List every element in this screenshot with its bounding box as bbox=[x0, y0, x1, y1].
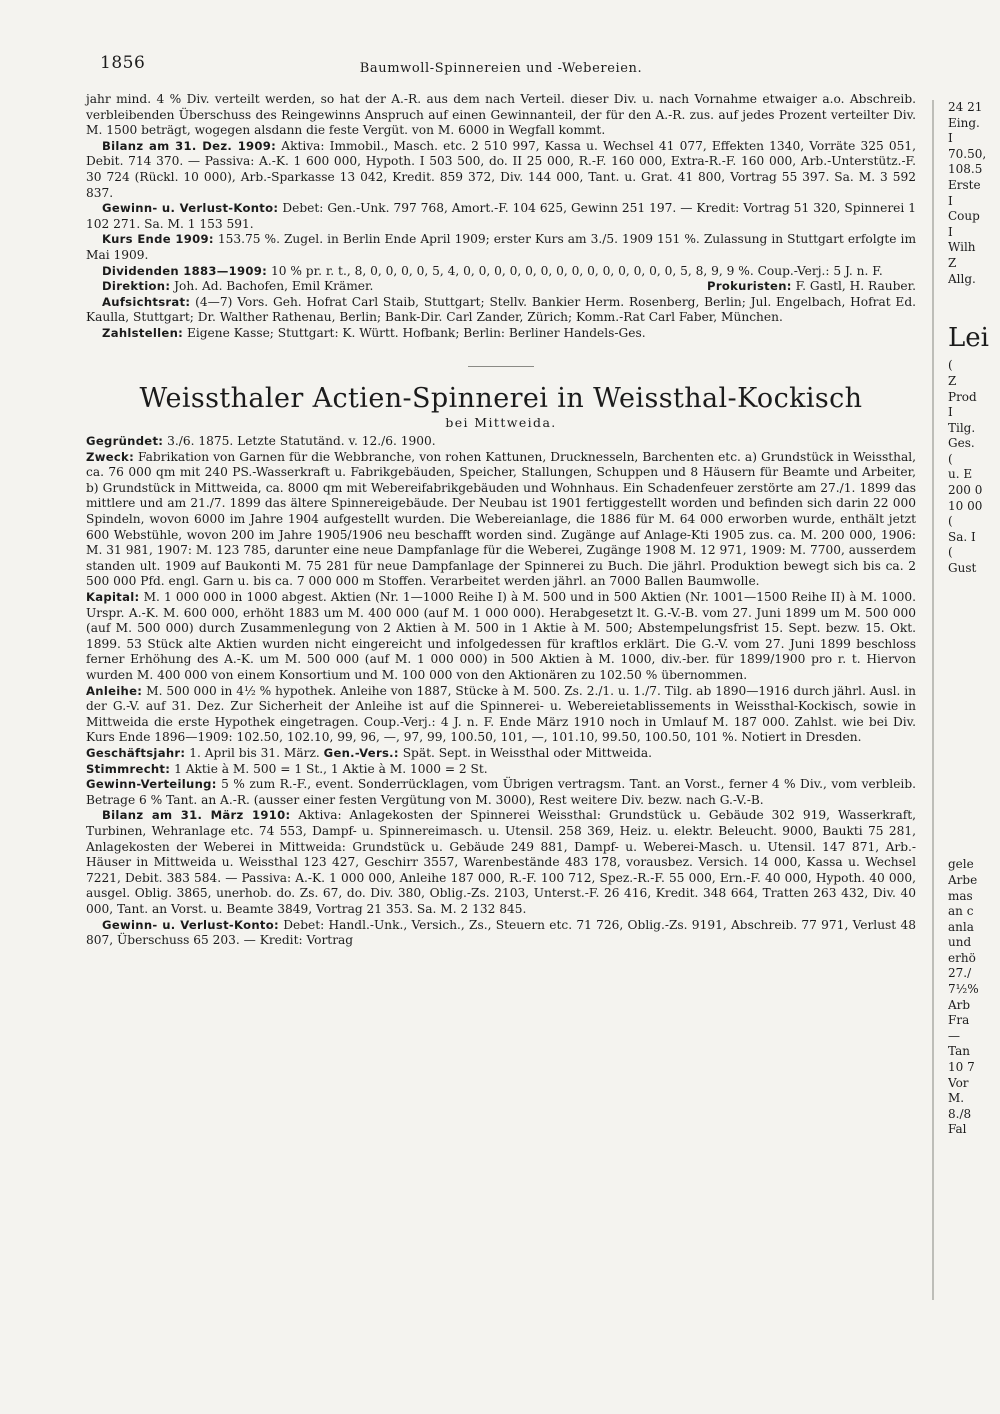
adjacent-fragment: ( bbox=[948, 514, 953, 529]
kapital-label: Kapital: bbox=[86, 590, 140, 605]
prev-intro: jahr mind. 4 % Div. verteilt werden, so hat der A.-R. aus dem nach Verteil. dieser Div. u. nach Vornahme etwaiger a.o. Abschreib. verbleibenden Überschuss des Reingewinns Anspruch auf einen Gewinnanteil, der für den A.-R. zus. auf jedes Prozent verteilter Div. M. 1500 beträgt, wogegen alsdann die feste Vergüt. von M. 6000 in Wegfall kommt. bbox=[86, 92, 916, 138]
adjacent-fragment: Z bbox=[948, 373, 957, 388]
kapital bbox=[86, 590, 916, 684]
prev-guv-label: Gewinn- u. Verlust-Konto: bbox=[102, 201, 279, 216]
prev-aufsichtsrat-label: Aufsichtsrat: bbox=[102, 294, 191, 309]
geschaeftsjahr-label: Geschäftsjahr: bbox=[86, 745, 186, 760]
adjacent-fragment: gele bbox=[948, 857, 974, 872]
company-subtitle: bei Mittweida. bbox=[445, 414, 557, 430]
prev-bilanz-text: Aktiva: Immobil., Masch. etc. 2 510 997, Kassa u. Wechsel 41 077, Effekten 1340, Vorräte 325 051, Debit. 714 370. — Passiva: A.-K. 1 600 000, Hypoth. I 503 500, do. II 25 000, R.-F. 160 000, Extra-R.-F. 160 000, Arb.-Unterstütz.-F. 30 724 (Rückl. 10 000), Arb.-Sparkasse 13 042, Kredit. 859 372, Div. 144 000, Tant. u. Grat. 41 800, Vortrag 55 397. Sa. M. 3 592 837. bbox=[86, 138, 917, 200]
prev-direktion bbox=[86, 279, 373, 295]
fragment-gap bbox=[948, 655, 1000, 671]
guv-text: Debet: Handl.-Unk., Versich., Zs., Steuern etc. 71 726, Oblig.-Zs. 9191, Abschreib. 77 971, Verlust 48 807, Überschuss 65 203. — Kredit: Vortrag bbox=[86, 917, 916, 948]
adjacent-fragment: I bbox=[948, 193, 953, 208]
fragment-gap bbox=[948, 577, 1000, 593]
fragment-gap bbox=[948, 779, 1000, 795]
adjacent-fragment: 70.50, bbox=[948, 146, 987, 161]
prev-zahlstellen-text: Eigene Kasse; Stuttgart: K. Württ. Hofbank; Berlin: Berliner Handels-Ges. bbox=[186, 325, 646, 340]
adjacent-fragment: 200 0 bbox=[948, 483, 983, 498]
adjacent-fragment: Sa. I bbox=[948, 529, 976, 544]
fragment-gap bbox=[948, 303, 1000, 319]
gewinn-verteilung bbox=[86, 777, 916, 808]
guv-label: Gewinn- u. Verlust-Konto: bbox=[102, 917, 279, 932]
adjacent-fragment: 24 21 bbox=[948, 100, 983, 114]
prev-bilanz-label: Bilanz am 31. Dez. 1909: bbox=[102, 138, 277, 153]
adjacent-fragment: — bbox=[948, 1028, 960, 1043]
prev-prokuristen bbox=[691, 279, 916, 295]
adjacent-fragment: 108.5 bbox=[948, 162, 983, 177]
adjacent-page-fragments bbox=[948, 100, 1000, 1138]
geschaeftsjahr-row bbox=[86, 746, 916, 762]
prev-dividenden bbox=[86, 264, 916, 280]
fragment-gap bbox=[948, 686, 1000, 702]
fragment-gap bbox=[948, 623, 1000, 639]
adjacent-fragment: 7½% bbox=[948, 982, 979, 997]
fragment-gap bbox=[948, 592, 1000, 608]
prev-guv-text: Debet: Gen.-Unk. 797 768, Amort.-F. 104 625, Gewinn 251 197. — Kredit: Vortrag 51 320, Spinnerei 1 102 271. Sa. M. 1 153 591. bbox=[86, 201, 917, 231]
fragment-gap bbox=[948, 670, 1000, 686]
anleihe-label: Anleihe: bbox=[86, 683, 143, 698]
adjacent-fragment: Tilg. bbox=[948, 420, 976, 435]
adjacent-fragment: Allg. bbox=[948, 271, 976, 286]
adjacent-fragment: Ges. bbox=[948, 436, 975, 451]
adjacent-fragment: 10 00 bbox=[948, 498, 983, 513]
adjacent-fragment: Gust bbox=[948, 561, 977, 576]
adjacent-fragment: mas bbox=[948, 888, 973, 903]
column-divider bbox=[932, 100, 934, 1300]
fragment-gap bbox=[948, 811, 1000, 827]
prev-aufsichtsrat-text: (4—7) Vors. Geh. Hofrat Carl Staib, Stuttgart; Stellv. Bankier Herm. Rosenberg, Berlin; Jul. Engelbach, Hofrat Ed. Kaulla, Stuttgart; Dr. Walther Rathenau, Berlin; Bank-Dir. Carl Zander, Zürich; Komm.-Rat Carl Faber, München. bbox=[86, 294, 916, 325]
prev-zahlstellen bbox=[86, 326, 916, 342]
adjacent-fragment: Prod bbox=[948, 389, 977, 404]
bilanz-text: Aktiva: Anlagekosten der Spinnerei Weissthal: Grundstück u. Gebäude 302 919, Wasserkraft, Turbinen, Wehranlage etc. 74 553, Dampf- u. Spinnereimasch. u. Utensil. 258 369, Heiz. u. elektr. Beleucht. 9000, Baukti 75 281, Anlagekosten der Weberei in Mittweida: Grundstück u. Gebäude 249 881, Dampf- u. Weberei-Masch. u. Utensil. 147 871, Arb.-Häuser in Mittweida u. Weissthal 123 427, Geschirr 3557, Warenbestände 483 178, vorausbez. Versich. 14 000, Kassa u. Wechsel 7221, Debit. 383 584. — Passiva: A.-K. 1 000 000, Anleihe 187 000, R.-F. 100 712, Spez.-R.-F. 55 000, Ern.-F. 40 000, Hypoth. 40 000, ausgel. Oblig. 3865, unerhob. do. Zs. 67, do. Div. 380, Oblig.-Zs. 2103, Unterst.-F. 26 416, Kredit. 348 664, Tratten 263 432, Div. 40 000, Tant. an Vorst. u. Beamte 3849, Vortrag 21 353. Sa. M. 2 132 845. bbox=[86, 808, 917, 916]
section-divider bbox=[468, 366, 534, 367]
prev-dividenden-text: 10 % pr. r. t., 8, 0, 0, 0, 0, 5, 4, 0, 0, 0, 0, 0, 0, 0, 0, 0, 0, 0, 0, 0, 0, 5, 8, 9, 9 %. Coup.-Verj.: 5 J. n. F. bbox=[270, 263, 883, 278]
adjacent-fragment: Arb bbox=[948, 997, 971, 1012]
fragment-gap bbox=[948, 733, 1000, 749]
adjacent-fragment: ( bbox=[948, 545, 953, 560]
running-header bbox=[86, 52, 916, 92]
prev-direktion-label: Direktion: bbox=[102, 279, 171, 294]
gegruendet bbox=[86, 434, 916, 450]
prev-prokuristen-text: F. Gastl, H. Rauber. bbox=[795, 279, 916, 294]
fragment-gap bbox=[948, 826, 1000, 842]
prev-prokuristen-label: Prokuristen: bbox=[707, 279, 792, 294]
gegruendet-label: Gegründet: bbox=[86, 434, 164, 449]
adjacent-fragment: I bbox=[948, 405, 953, 420]
adjacent-fragment: I bbox=[948, 131, 953, 146]
adjacent-fragment: 10 7 bbox=[948, 1060, 975, 1075]
adjacent-fragment: Coup bbox=[948, 209, 980, 224]
adjacent-fragment: ( bbox=[948, 358, 953, 373]
anleihe-text: M. 500 000 in 4½ % hypothek. Anleihe von 1887, Stücke à M. 500. Zs. 2./1. u. 1./7. Tilg. ab 1890—1916 durch jährl. Ausl. in der G.-V. auf 31. Dez. Zur Sicherheit der Anleihe ist auf die Spinnerei- u. Webereietablissements in Weissthal-Kockisch, sowie in Mittweida die erste Hypothek eingetragen. Coup.-Verj.: 4 J. n. F. Ende März 1910 noch in Umlauf M. 187 000. Zahlst. wie bei Div. Kurs Ende 1896—1909: 102.50, 102.10, 99, 96, —, 97, 99, 100.50, 101, —, 101.10, 99.50, 100.50, 101 %. Notiert in Dresden. bbox=[86, 683, 916, 745]
fragment-gap bbox=[948, 701, 1000, 717]
adjacent-fragment: und bbox=[948, 935, 972, 950]
prev-kurs bbox=[86, 232, 916, 263]
fragment-gap bbox=[948, 842, 1000, 858]
page-number: 1856 bbox=[100, 53, 146, 73]
adjacent-fragment: Vor bbox=[948, 1075, 969, 1090]
adjacent-fragment: Tan bbox=[948, 1044, 970, 1059]
adjacent-fragment: Arbe bbox=[948, 872, 978, 887]
main-column bbox=[86, 52, 916, 949]
genvers-label: Gen.-Vers.: bbox=[323, 745, 399, 760]
genvers-text: Spät. Sept. in Weissthal oder Mittweida. bbox=[402, 745, 653, 760]
adjacent-fragment: Erste bbox=[948, 177, 981, 192]
gewinn-verteilung-label: Gewinn-Verteilung: bbox=[86, 777, 217, 792]
prev-guv bbox=[86, 201, 916, 232]
stimmrecht-text: 1 Aktie à M. 500 = 1 St., 1 Aktie à M. 1000 = 2 St. bbox=[174, 761, 488, 776]
prev-zahlstellen-label: Zahlstellen: bbox=[102, 325, 184, 340]
adjacent-fragment: ( bbox=[948, 451, 953, 466]
adjacent-fragment: an c bbox=[948, 904, 974, 919]
adjacent-fragment: anla bbox=[948, 919, 974, 934]
adjacent-fragment: Fra bbox=[948, 1013, 970, 1028]
adjacent-fragment: 8./8 bbox=[948, 1106, 972, 1121]
adjacent-fragment: u. E bbox=[948, 467, 973, 482]
gewinn-verteilung-text: 5 % zum R.-F., event. Sonderrücklagen, vom Übrigen vertragsm. Tant. an Vorst., ferner 4 % Div., vom verbleib. Betrage 6 % Tant. an A.-R. (ausser einer festen Vergütung von M. 3000), Rest weitere Div. bezw. nach G.-V.-B. bbox=[86, 777, 916, 807]
anleihe bbox=[86, 684, 916, 746]
fragment-gap bbox=[948, 748, 1000, 764]
gegruendet-text: 3./6. 1875. Letzte Statutänd. v. 12./6. 1900. bbox=[167, 434, 436, 449]
geschaeftsjahr-text: 1. April bis 31. März. bbox=[189, 745, 320, 760]
zweck-label: Zweck: bbox=[86, 449, 134, 464]
bilanz-label: Bilanz am 31. März 1910: bbox=[102, 808, 291, 823]
adjacent-fragment: Eing. bbox=[948, 115, 980, 130]
adjacent-fragment: 27./ bbox=[948, 966, 972, 981]
company-title: Weissthaler Actien-Spinnerei in Weissthal-Kockisch bbox=[139, 382, 863, 414]
prev-bilanz bbox=[86, 139, 916, 201]
fragment-gap bbox=[948, 287, 1000, 303]
prev-direktion-text: Joh. Ad. Bachofen, Emil Krämer. bbox=[174, 279, 374, 294]
adjacent-fragment: M. bbox=[948, 1091, 965, 1106]
zweck bbox=[86, 450, 916, 590]
adjacent-fragment: Z bbox=[948, 255, 957, 270]
zweck-text: Fabrikation von Garnen für die Webbranche, von rohen Kattunen, Drucknesseln, Barchenten etc. a) Grundstück in Weissthal, ca. 76 000 qm mit 240 PS.-Wasserkraft u. Fabrikgebäuden, Speicher, Stallungen, Schuppen und 8 Häusern für Beamte und Arbeiter, b) Grundstück in Mittweida, ca. 8000 qm mit Webereifabrikgebäuden und Wohnhaus. Ein Schadenfeuer zerstörte am 27./1. 1899 das mittlere und am 21./7. 1899 das ältere Spinnereigebäude. Der Neubau ist 1901 fertiggestellt worden und befinden sich darin 22 000 Spindeln, wovon 6000 im Jahre 1904 aufgestellt wurden. Die Webereianlage, die 1886 für M. 64 000 erworben wurde, enthält jetzt 600 Webstühle, wovon 200 im Jahre 1905/1906 neu beschafft worden sind. Zugänge auf Anlage-Kti 1905 zus. ca. M. 200 000, 1906: M. 31 981, 1907: M. 123 785, darunter eine neue Dampfanlage für die Weberei, Zugänge 1908 M. 12 971, 1909: M. 7700, ausserdem standen ult. 1909 auf Baukonti M. 75 281 für neue Dampfanlage der Spinnerei zu Buch. Die jährl. Produktion bewegt sich bis ca. 2 500 000 Pfd. engl. Garn u. bis ca. 7 000 000 m Stoffen. Verarbeitet werden jährl. an 7000 Ballen Baumwolle. bbox=[86, 449, 916, 589]
adjacent-fragment: erhö bbox=[948, 950, 976, 965]
fragment-gap bbox=[948, 795, 1000, 811]
prev-kurs-text: 153.75 %. Zugel. in Berlin Ende April 1909; erster Kurs am 3./5. 1909 151 %. Zulassung in Stuttgart erfolgte im Mai 1909. bbox=[86, 232, 917, 262]
adjacent-fragment: I bbox=[948, 224, 953, 239]
kapital-text: M. 1 000 000 in 1000 abgest. Aktien (Nr. 1—1000 Reihe I) à M. 500 und in 500 Aktien (Nr. 1001—1500 Reihe II) à M. 1000. Urspr. A.-K. M. 600 000, erhöht 1883 um M. 400 000 (auf M. 1 000 000). Herabgesetzt lt. G.-V.-B. vom 27. Juni 1899 um M. 500 000 (auf M. 500 000) durch Zusammenlegung von 2 Aktien à M. 500 in 1 Aktie à M. 500; Abstempelungsfrist 15. Sept. bezw. 15. Okt. 1899. 53 Stück alte Aktien wurden nicht eingereicht und infolgedessen für kraftlos erklärt. Die G.-V. vom 27. Juni 1899 beschloss ferner Erhöhung des A.-K. um M. 500 000 (auf M. 1 000 000) in 500 Aktien à M. 1000, div.-ber. für 1899/1900 pro r. t. Hiervon wurden M. 400 000 von einem Konsortium und M. 100 000 von den Aktionären zu 102.50 % übernommen. bbox=[86, 590, 916, 682]
running-title: Baumwoll-Spinnereien und -Webereien. bbox=[359, 61, 643, 76]
prev-kurs-label: Kurs Ende 1909: bbox=[102, 232, 214, 247]
adjacent-fragment: Wilh bbox=[948, 240, 976, 255]
stimmrecht bbox=[86, 762, 916, 778]
guv bbox=[86, 918, 916, 949]
adjacent-fragment: Lei bbox=[948, 323, 989, 354]
stimmrecht-label: Stimmrecht: bbox=[86, 761, 171, 776]
fragment-gap bbox=[948, 639, 1000, 655]
fragment-gap bbox=[948, 764, 1000, 780]
fragment-gap bbox=[948, 717, 1000, 733]
prev-dividenden-label: Dividenden 1883—1909: bbox=[102, 263, 268, 278]
adjacent-fragment: Fal bbox=[948, 1122, 967, 1137]
bilanz bbox=[86, 808, 916, 917]
fragment-gap bbox=[948, 608, 1000, 624]
prev-aufsichtsrat bbox=[86, 295, 916, 326]
prev-direktion-row bbox=[86, 279, 916, 295]
